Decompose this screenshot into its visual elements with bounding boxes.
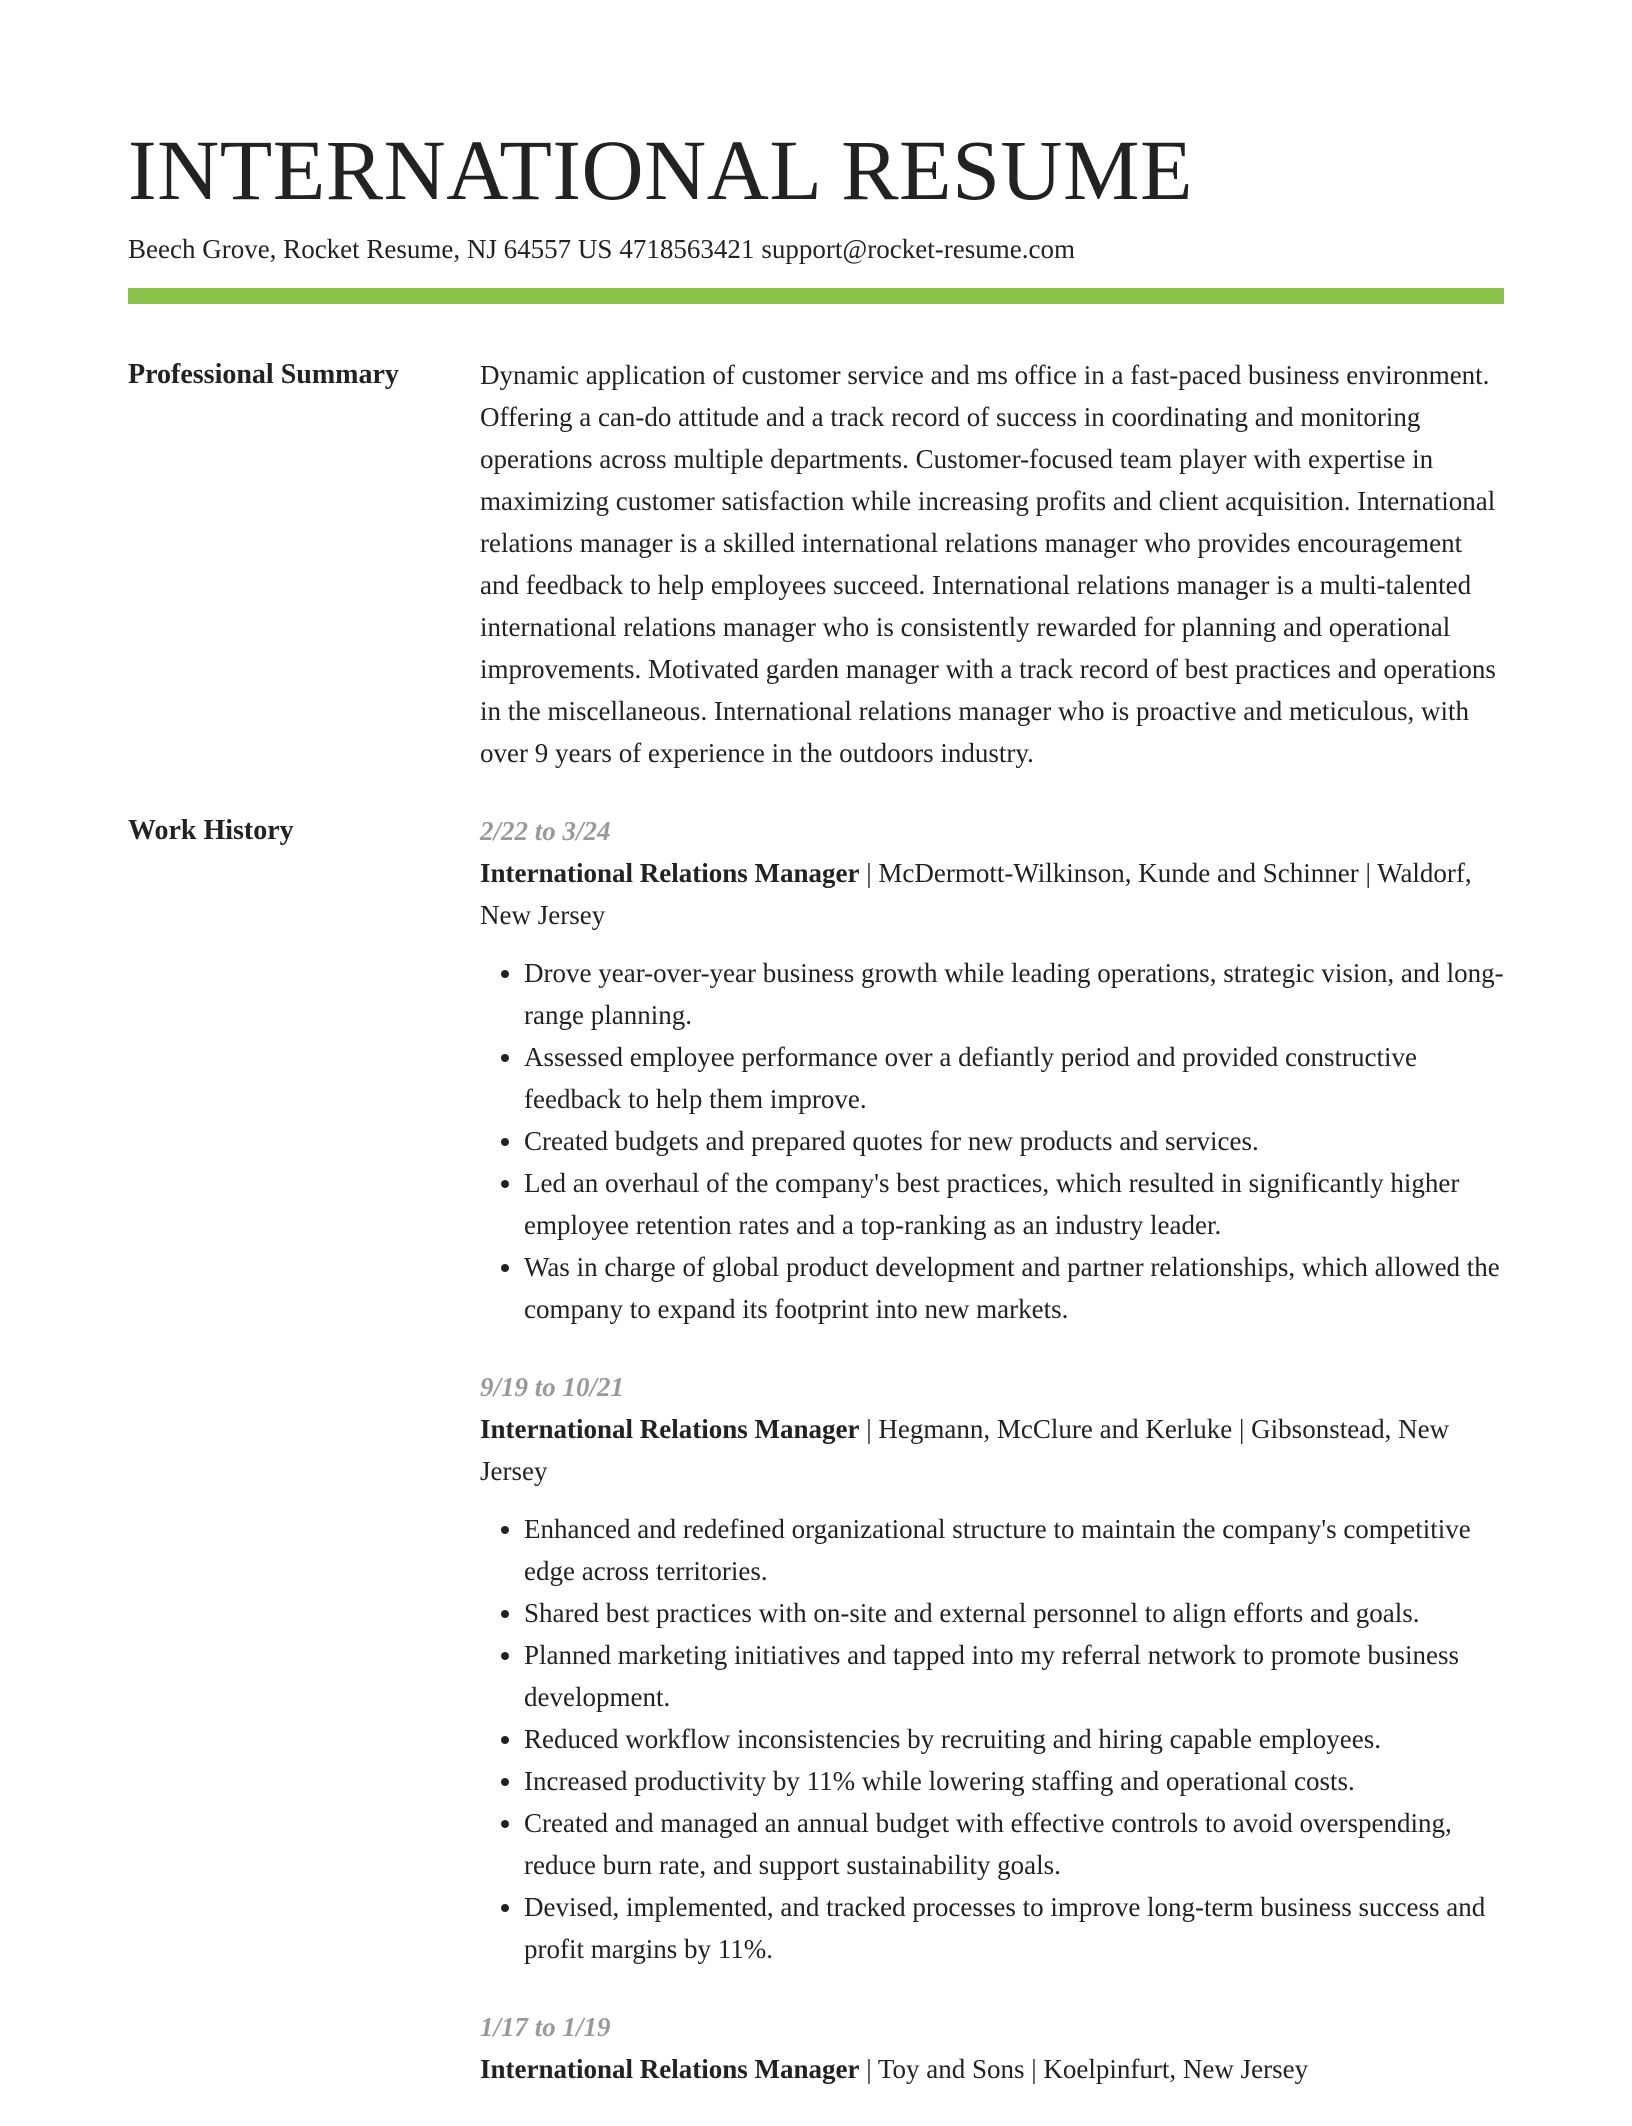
professional-summary-section bbox=[128, 354, 1504, 774]
list-item: • Shared best practices with on-site and external personnel to align efforts and goals. bbox=[524, 1592, 1504, 1634]
list-item: • Devised, implemented, and tracked processes to improve long-term business success and profit margins by 11%. bbox=[524, 1886, 1504, 1970]
job-heading bbox=[480, 2048, 1504, 2090]
section-label: Work History bbox=[128, 815, 294, 846]
job-dates: 1/17 to 1/19 bbox=[480, 2012, 611, 2042]
job-dates: 9/19 to 10/21 bbox=[480, 1372, 625, 1402]
job-entry bbox=[480, 2006, 1504, 2090]
contact-email: support@rocket-resume.com bbox=[761, 234, 1075, 264]
section-body bbox=[480, 354, 1504, 774]
job-title: International Relations Manager bbox=[480, 1414, 860, 1444]
list-item: • Reduced workflow inconsistencies by recruiting and hiring capable employees. bbox=[524, 1718, 1504, 1760]
job-employer-location: | Toy and Sons | Koelpinfurt, New Jersey bbox=[859, 2054, 1309, 2084]
job-entry bbox=[480, 1366, 1504, 1970]
header-divider bbox=[128, 288, 1504, 304]
list-item: • Drove year-over-year business growth while leading operations, strategic vision, and long-range planning. bbox=[524, 952, 1504, 1036]
summary-text: Dynamic application of customer service and ms office in a fast-paced business environment. Offering a can-do attitude and a track record of success in coordinating and monitoring operations across multiple departments. Customer-focused team player with expertise in maximizing customer satisfaction while increasing profits and client acquisition. International relations manager is a skilled international relations manager who provides encouragement and feedback to help employees succeed. International relations manager is a multi-talented international relations manager who is consistently rewarded for planning and operational improvements. Motivated garden manager with a track record of best practices and operations in the miscellaneous. International relations manager who is proactive and meticulous, with over 9 years of experience in the outdoors industry. bbox=[480, 360, 1496, 768]
list-item: • Assessed employee performance over a defiantly period and provided constructive feedback to help them improve. bbox=[524, 1036, 1504, 1120]
resume-title: INTERNATIONAL RESUME bbox=[128, 122, 1194, 218]
list-item: • Increased productivity by 11% while lowering staffing and operational costs. bbox=[524, 1760, 1504, 1802]
job-achievements-list bbox=[480, 952, 1504, 1330]
contact-line bbox=[128, 232, 1504, 266]
job-heading bbox=[480, 852, 1504, 936]
list-item: • Created and managed an annual budget with effective controls to avoid overspending, reduce burn rate, and support sustainability goals. bbox=[524, 1802, 1504, 1886]
job-achievements-list bbox=[480, 1508, 1504, 1970]
list-item: • Enhanced and redefined organizational structure to maintain the company's competitive edge across territories. bbox=[524, 1508, 1504, 1592]
list-item: • Created budgets and prepared quotes for new products and services. bbox=[524, 1120, 1504, 1162]
resume-page bbox=[128, 0, 1504, 2126]
job-employer-location: | Hegmann, McClure and Kerluke | Gibsonstead, New Jersey bbox=[480, 1414, 1450, 1486]
contact-phone: 4718563421 bbox=[619, 234, 755, 264]
section-label: Professional Summary bbox=[128, 359, 399, 390]
contact-address: Beech Grove, Rocket Resume, NJ 64557 US bbox=[128, 234, 613, 264]
job-employer-location: | McDermott-Wilkinson, Kunde and Schinner | Waldorf, New Jersey bbox=[480, 858, 1472, 930]
job-dates: 2/22 to 3/24 bbox=[480, 816, 611, 846]
job-entry bbox=[480, 810, 1504, 1330]
list-item: • Planned marketing initiatives and tapped into my referral network to promote business development. bbox=[524, 1634, 1504, 1718]
job-title: International Relations Manager bbox=[480, 2054, 860, 2084]
work-history-list bbox=[480, 810, 1504, 2126]
list-item: • Led an overhaul of the company's best practices, which resulted in significantly higher employee retention rates and a top-ranking as an industry leader. bbox=[524, 1162, 1504, 1246]
job-title: International Relations Manager bbox=[480, 858, 860, 888]
work-history-section bbox=[128, 810, 1504, 2126]
list-item: • Was in charge of global product development and partner relationships, which allowed the company to expand its footprint into new markets. bbox=[524, 1246, 1504, 1330]
job-heading bbox=[480, 1408, 1504, 1492]
